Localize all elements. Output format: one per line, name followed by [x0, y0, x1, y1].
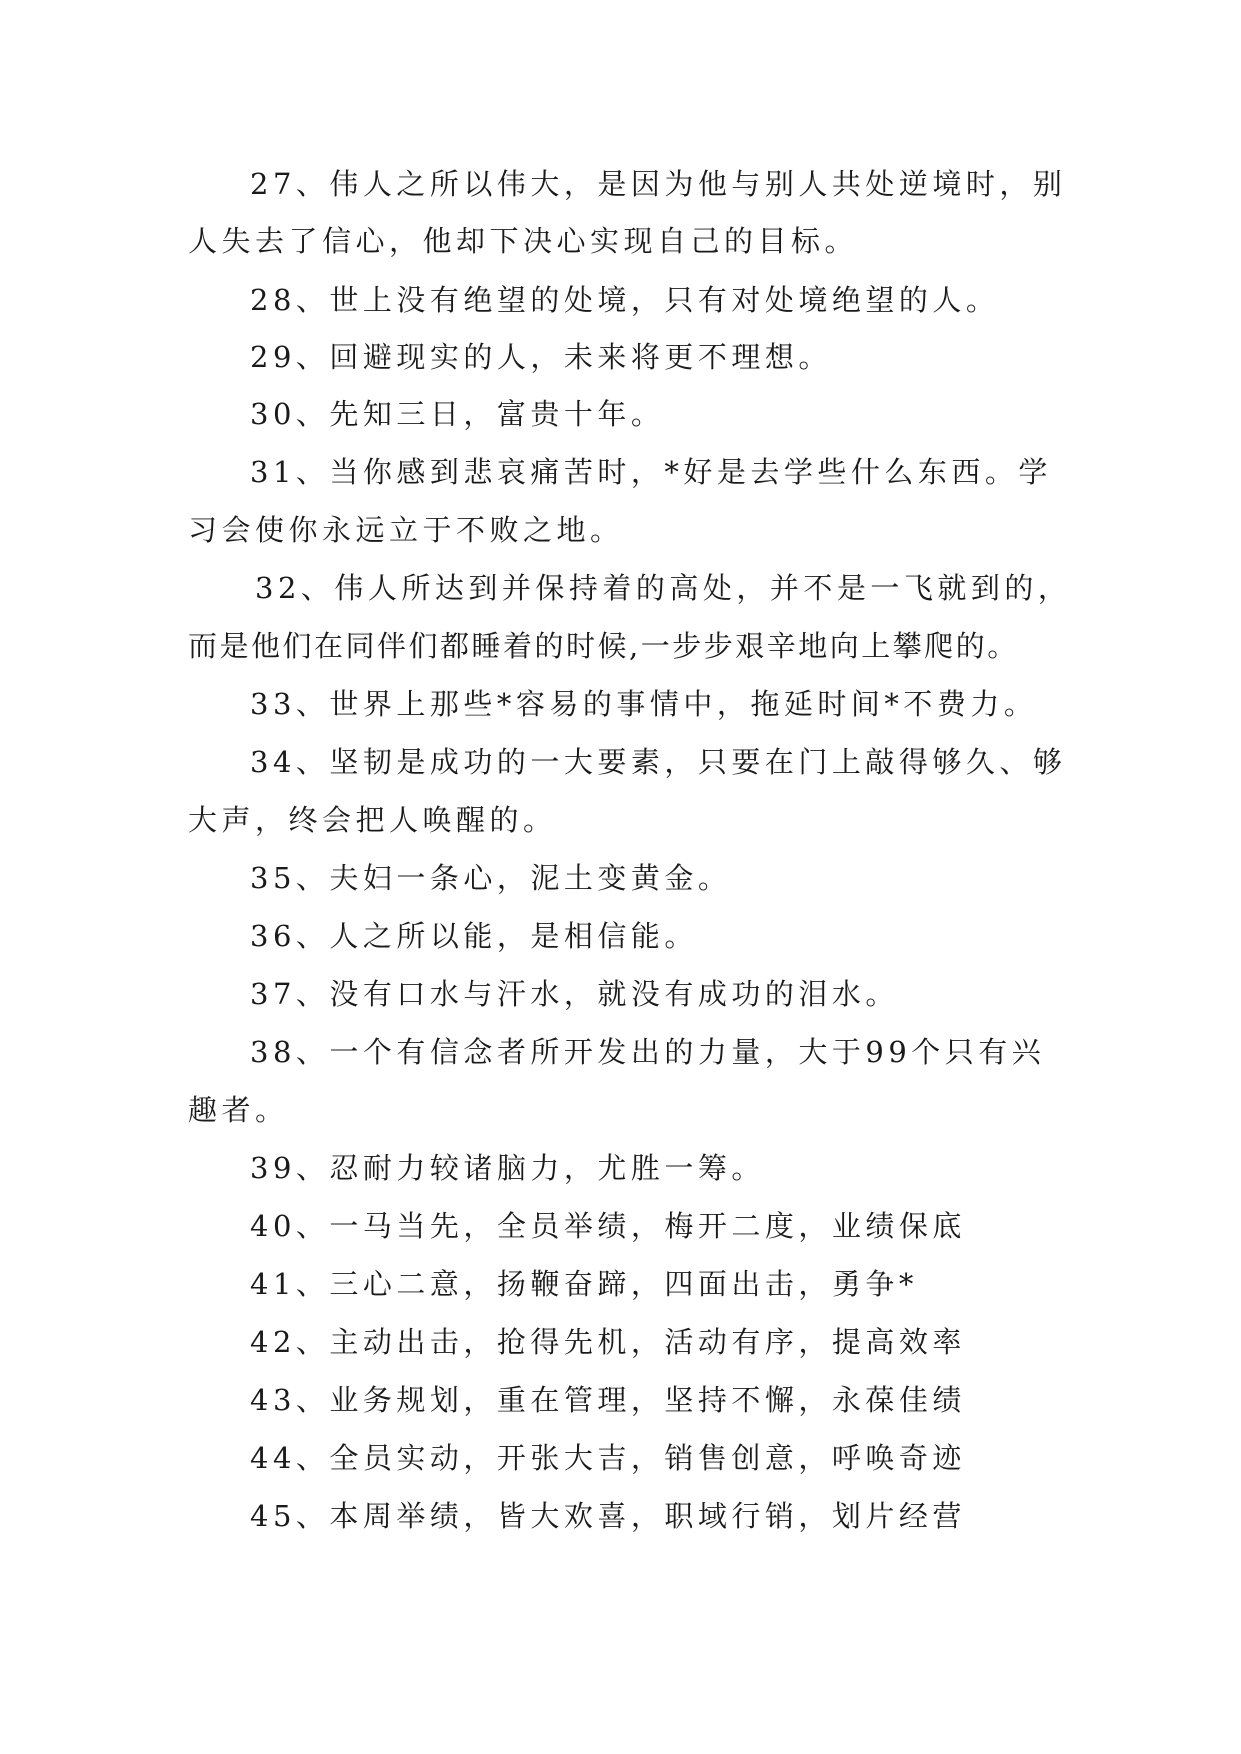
- text-line-34-cont: 大声，终会把人唤醒的。: [188, 803, 557, 837]
- text-line-37: 37、没有口水与汗水，就没有成功的泪水。: [250, 977, 899, 1011]
- text-line-45: 45、本周举绩，皆大欢喜，职域行销，划片经营: [250, 1499, 966, 1533]
- text-line-36: 36、人之所以能，是相信能。: [250, 919, 698, 953]
- text-line-42: 42、主动出击，抢得先机，活动有序，提高效率: [250, 1325, 966, 1359]
- text-line-32-cont: 而是他们在同伴们都睡着的时候,一步步艰辛地向上攀爬的。: [188, 629, 1019, 663]
- text-line-31: 31、当你感到悲哀痛苦时，*好是去学些什么东西。学: [250, 455, 1052, 489]
- text-line-27-cont: 人失去了信心，他却下决心实现自己的目标。: [188, 224, 859, 258]
- text-line-41: 41、三心二意，扬鞭奋蹄，四面出击，勇争*: [250, 1267, 918, 1301]
- text-line-29: 29、回避现实的人，未来将更不理想。: [250, 340, 832, 374]
- text-line-32: 32、伟人所达到并保持着的高处，并不是一飞就到的，: [255, 571, 1072, 605]
- text-line-30: 30、先知三日，富贵十年。: [250, 397, 665, 431]
- text-line-40: 40、一马当先，全员举绩，梅开二度，业绩保底: [250, 1209, 966, 1243]
- text-line-31-cont: 习会使你永远立于不败之地。: [188, 513, 624, 547]
- text-line-39: 39、忍耐力较诸脑力，尤胜一筹。: [250, 1151, 765, 1185]
- text-line-27: 27、伟人之所以伟大，是因为他与别人共处逆境时，别: [250, 167, 1067, 201]
- text-line-35: 35、夫妇一条心，泥土变黄金。: [250, 861, 732, 895]
- text-line-44: 44、全员实动，开张大吉，销售创意，呼唤奇迹: [250, 1441, 966, 1475]
- text-line-38-cont: 趣者。: [188, 1093, 289, 1127]
- text-line-34: 34、坚韧是成功的一大要素，只要在门上敲得够久、够: [250, 745, 1067, 779]
- text-line-28: 28、世上没有绝望的处境，只有对处境绝望的人。: [250, 283, 1000, 317]
- text-line-38: 38、一个有信念者所开发出的力量，大于99个只有兴: [250, 1035, 1046, 1069]
- text-line-33: 33、世界上那些*容易的事情中，拖延时间*不费力。: [250, 687, 1038, 721]
- text-line-43: 43、业务规划，重在管理，坚持不懈，永葆佳绩: [250, 1383, 966, 1417]
